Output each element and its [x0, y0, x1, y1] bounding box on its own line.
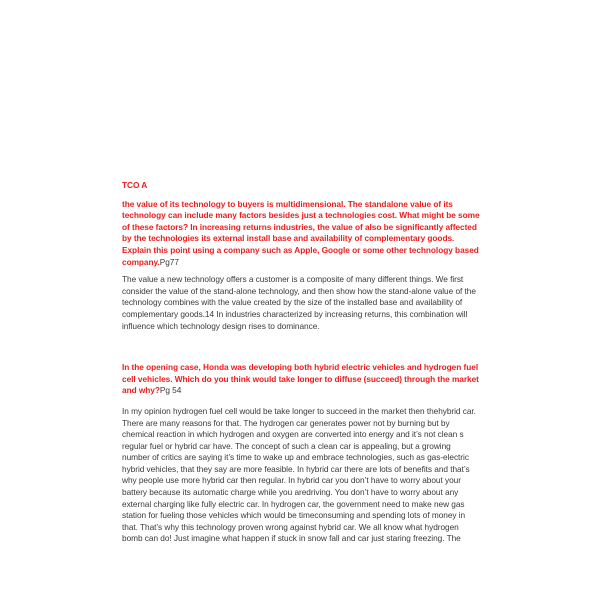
answer-1: The value a new technology offers a customer is a composite of many different things. We first consider the value of the stand-alone technology, and then show how the stand-alone value of the technology combines with the value created by the size of the installed base and availability of complementary goods.14 In industries characterized by increasing returns, this combination will influence which technology design rises to dominance.: [122, 274, 476, 331]
question-1-text: the value of its technology to buyers is multidimensional. The standalone value of its technology can include many factors besides just a technologies cost. What might be some of these factors? In increasing returns industries, the value of also be significantly affected by the technologies its external install base and availability of complementary goods. Explain this point using a company such as Apple, Google or some other technology based company.: [122, 198, 480, 267]
question-1: [122, 199, 480, 269]
document-content: [122, 180, 480, 545]
question-2: [122, 362, 480, 397]
question-2-page-ref: Pg 54: [159, 385, 182, 396]
question-2-text: In the opening case, Honda was developing both hybrid electric vehicles and hydrogen fuel cell vehicles. Which do you think would take longer to diffuse (succeed) through the market and why?: [122, 362, 479, 396]
section-heading: TCO A: [122, 180, 148, 190]
answer-2: In my opinion hydrogen fuel cell would be take longer to succeed in the market then thehybrid car. There are many reasons for that. The hydrogen car generates power not by burning but by chemical reaction in which hydrogen and oxygen are converted into energy and it’s not clean s regular fuel or hybrid car have. The concept of such a clean car is appealing, but a growing number of critics are saying it’s time to wake up and embrace technologies, such as gas-electric hybrid vehicles, that they say are more feasible. In hybrid car there are lots of benefits and that’s why people use more hybrid car then regular. In hybrid car you don’t have to worry about your battery because its automatic charge while you aredriving. You don’t have to worry about any external charging like fully electric car. In hydrogen car, the government need to make new gas station for fueling those vehicles which would be timeconsuming and spending lots of money in that. That’s why this technology proven wrong against hybrid car. We all know what hydrogen bomb can do! Just imagine what happen if stuck in snow fall and car just staring freezing. The: [122, 405, 476, 544]
question-1-page-ref: Pg77: [159, 256, 179, 267]
